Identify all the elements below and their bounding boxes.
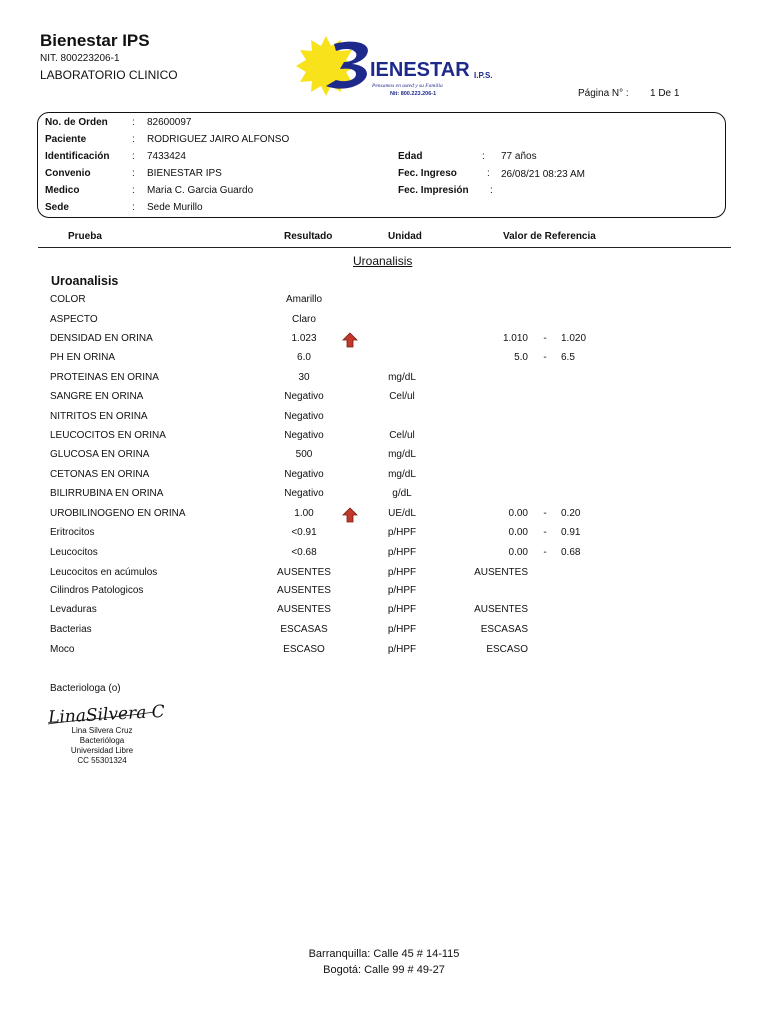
reference-high: 0.20 <box>561 508 581 519</box>
test-result: Claro <box>292 314 316 325</box>
sede-value: Sede Murillo <box>147 202 203 213</box>
test-unit: p/HPF <box>387 644 417 655</box>
reference-dash: - <box>543 527 547 538</box>
test-result: ESCASAS <box>280 624 328 635</box>
signature-name: Lina Silvera Cruz <box>71 726 133 735</box>
header-prueba: Prueba <box>68 231 102 242</box>
test-result: AUSENTES <box>277 604 331 615</box>
table-row <box>0 333 768 351</box>
signature-image <box>44 698 164 728</box>
test-name: COLOR <box>50 294 86 305</box>
test-unit: Cel/ul <box>389 391 415 402</box>
header-referencia: Valor de Referencia <box>503 231 596 242</box>
test-result: 500 <box>295 449 313 460</box>
sede-colon: : <box>132 202 135 213</box>
test-unit: p/HPF <box>387 624 417 635</box>
header-resultado: Resultado <box>284 231 333 242</box>
test-name: CETONAS EN ORINA <box>50 469 150 480</box>
edad-colon: : <box>482 151 485 162</box>
table-row <box>0 449 768 467</box>
sede-label: Sede <box>45 202 69 213</box>
table-row <box>0 372 768 390</box>
test-result: <0.68 <box>291 547 317 558</box>
test-unit: g/dL <box>392 488 412 499</box>
table-row <box>0 527 768 545</box>
test-unit: p/HPF <box>387 585 417 596</box>
reference-low: 0.00 <box>508 547 528 558</box>
patient-colon: : <box>132 134 135 145</box>
reference-low: 1.010 <box>502 333 528 344</box>
table-row <box>0 604 768 622</box>
test-result: Amarillo <box>285 294 323 305</box>
section-heading-underlined: Uroanalisis <box>353 254 413 268</box>
test-name: SANGRE EN ORINA <box>50 391 144 402</box>
impresion-label: Fec. Impresión <box>398 185 469 196</box>
bacteriologist-label: Bacteriologa (o) <box>50 683 121 694</box>
test-result: AUSENTES <box>277 585 331 596</box>
page-number-value: 1 De 1 <box>650 88 680 99</box>
edad-label: Edad <box>398 151 423 162</box>
company-name: Bienestar IPS <box>40 31 150 50</box>
reference-low: 0.00 <box>508 508 528 519</box>
convenio-value: BIENESTAR IPS <box>147 168 222 179</box>
test-unit: UE/dL <box>388 508 416 519</box>
test-result: Negativo <box>284 469 324 480</box>
reference-dash: - <box>543 333 547 344</box>
signature-handwriting: LinaSilvera C. <box>47 701 164 728</box>
reference-dash: - <box>543 547 547 558</box>
test-unit: mg/dL <box>388 469 416 480</box>
test-name: Bacterias <box>50 624 92 635</box>
signature-university: Universidad Libre <box>70 746 134 755</box>
reference-low: 0.00 <box>508 527 528 538</box>
ingreso-value: 26/08/21 08:23 AM <box>501 169 585 180</box>
test-name: NITRITOS EN ORINA <box>50 411 148 422</box>
medico-value: Maria C. Garcia Guardo <box>147 185 254 196</box>
header-unidad: Unidad <box>388 231 422 242</box>
high-flag-icon <box>342 332 358 348</box>
order-colon: : <box>132 117 135 128</box>
reference-high: 0.68 <box>561 547 581 558</box>
table-row <box>0 547 768 565</box>
id-value: 7433424 <box>147 151 186 162</box>
test-result: Negativo <box>284 430 324 441</box>
header-divider <box>38 247 731 248</box>
patient-info-box <box>37 112 726 218</box>
table-row <box>0 624 768 642</box>
table-row <box>0 488 768 506</box>
logo-word: IENESTAR <box>370 59 470 81</box>
page-number-label: Página N° : <box>578 88 629 99</box>
test-unit: p/HPF <box>387 527 417 538</box>
test-unit: mg/dL <box>388 449 416 460</box>
table-row <box>0 294 768 312</box>
table-row <box>0 644 768 662</box>
signature-title: Bacterióloga <box>79 736 125 745</box>
table-row <box>0 352 768 370</box>
impresion-colon: : <box>490 185 493 196</box>
table-row <box>0 314 768 332</box>
test-name: Eritrocitos <box>50 527 95 538</box>
test-result: 1.00 <box>294 508 314 519</box>
section-title: Uroanalisis <box>51 274 119 288</box>
logo-tagline: Pensamos en usted y su Familia <box>372 83 443 89</box>
test-result: AUSENTES <box>277 567 331 578</box>
test-unit: p/HPF <box>387 547 417 558</box>
bienestar-logo <box>296 34 506 98</box>
test-name: LEUCOCITOS EN ORINA <box>50 430 166 441</box>
test-name: PH EN ORINA <box>50 352 116 363</box>
test-name: ASPECTO <box>50 314 98 325</box>
test-name: UROBILINOGENO EN ORINA <box>50 508 186 519</box>
patient-value: RODRIGUEZ JAIRO ALFONSO <box>147 134 290 145</box>
test-result: Negativo <box>284 488 324 499</box>
test-result: 30 <box>298 372 310 383</box>
logo-nit: Nit: 800.223.206-1 <box>390 91 437 97</box>
signature-cc: CC 55301324 <box>77 756 127 765</box>
test-name: DENSIDAD EN ORINA <box>50 333 153 344</box>
test-unit: Cel/ul <box>389 430 415 441</box>
test-name: Levaduras <box>50 604 97 615</box>
footer-address-bogota: Bogotá: Calle 99 # 49-27 <box>323 964 445 976</box>
patient-label: Paciente <box>45 134 87 145</box>
test-result: 6.0 <box>297 352 311 363</box>
company-nit: NIT. 800223206-1 <box>40 53 120 64</box>
test-result: Negativo <box>284 391 324 402</box>
table-row <box>0 411 768 429</box>
test-name: Leucocitos en acúmulos <box>50 567 158 578</box>
edad-value: 77 años <box>501 151 537 162</box>
test-name: Leucocitos <box>50 547 98 558</box>
reference-high: 0.91 <box>561 527 581 538</box>
high-flag-icon <box>342 507 358 523</box>
reference-dash: - <box>543 508 547 519</box>
ingreso-label: Fec. Ingreso <box>398 168 457 179</box>
test-result: 1.023 <box>291 333 317 344</box>
reference-low: ESCASO <box>486 644 528 655</box>
convenio-colon: : <box>132 168 135 179</box>
reference-dash: - <box>543 352 547 363</box>
table-row <box>0 469 768 487</box>
test-unit: p/HPF <box>387 604 417 615</box>
table-row <box>0 567 768 585</box>
test-unit: p/HPF <box>387 567 417 578</box>
table-row <box>0 391 768 409</box>
lab-name: LABORATORIO CLINICO <box>40 68 178 82</box>
reference-low: ESCASAS <box>480 624 528 635</box>
order-label: No. de Orden <box>45 117 108 128</box>
logo-suffix: I.P.S. <box>474 71 493 80</box>
reference-low: AUSENTES <box>474 567 528 578</box>
table-row <box>0 585 768 603</box>
test-unit: mg/dL <box>388 372 416 383</box>
test-name: GLUCOSA EN ORINA <box>50 449 150 460</box>
id-label: Identificación <box>45 151 110 162</box>
test-name: Cilindros Patologicos <box>50 585 144 596</box>
reference-high: 6.5 <box>561 352 575 363</box>
test-name: PROTEINAS EN ORINA <box>50 372 159 383</box>
ingreso-colon: : <box>487 168 490 179</box>
test-result: <0.91 <box>291 527 317 538</box>
order-value: 82600097 <box>147 117 192 128</box>
test-name: BILIRRUBINA EN ORINA <box>50 488 164 499</box>
medico-colon: : <box>132 185 135 196</box>
test-result: ESCASO <box>283 644 325 655</box>
convenio-label: Convenio <box>45 168 91 179</box>
test-name: Moco <box>50 644 75 655</box>
reference-high: 1.020 <box>561 333 587 344</box>
id-colon: : <box>132 151 135 162</box>
reference-low: 5.0 <box>514 352 528 363</box>
test-result: Negativo <box>284 411 324 422</box>
table-row <box>0 430 768 448</box>
table-row <box>0 508 768 526</box>
medico-label: Medico <box>45 185 80 196</box>
reference-low: AUSENTES <box>474 604 528 615</box>
footer-address-barranquilla: Barranquilla: Calle 45 # 14-115 <box>308 948 460 960</box>
